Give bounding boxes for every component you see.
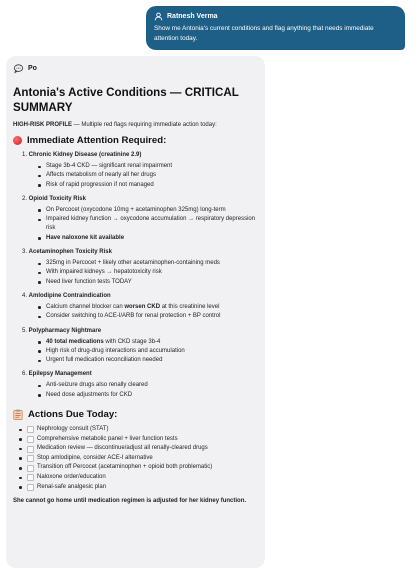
risk-profile-text: — Multiple red flags requiring immediate action today:	[72, 122, 217, 128]
list-item: Urgent full medication reconciliation needed	[46, 356, 258, 365]
condition-title	[22, 152, 258, 158]
actions-heading	[13, 409, 258, 420]
condition-bullets	[22, 303, 258, 322]
list-item: Risk of rapid progression if not managed	[46, 181, 258, 190]
condition-title	[22, 371, 258, 377]
action-item	[27, 454, 258, 464]
action-text: Transition off Percocet (acetaminophen + opioid both problematic)	[37, 464, 213, 471]
actions-list	[13, 425, 258, 492]
checkbox-icon[interactable]	[27, 474, 34, 481]
action-item	[27, 425, 258, 435]
user-message-text: Show me Antonia's current conditions and flag anything that needs immediate attention today.	[154, 25, 374, 42]
condition-number: 6.	[22, 371, 29, 378]
condition-bullets	[22, 381, 258, 400]
action-text: Nephrology consult (STAT)	[37, 426, 109, 433]
risk-profile-line	[13, 122, 258, 128]
list-item: With impaired kidneys → hepatotoxicity risk	[46, 268, 258, 277]
condition-title-text: Acetaminophen Toxicity Risk	[28, 249, 112, 256]
list-item: Need liver function tests TODAY	[46, 278, 258, 287]
list-item: Impaired kidney function → oxycodone accumulation → respiratory depression risk	[46, 215, 258, 234]
condition-title	[22, 328, 258, 334]
person-icon	[154, 12, 163, 21]
condition-section	[22, 249, 258, 287]
condition-bullets	[22, 338, 258, 366]
list-item: Stage 3b-4 CKD — significant renal impairment	[46, 162, 258, 171]
list-item: Affects metabolism of nearly all her drugs	[46, 171, 258, 180]
list-item: 325mg in Percocet + likely other acetaminophen-containing meds	[46, 259, 258, 268]
actions-label: Actions Due Today:	[28, 409, 118, 421]
condition-bullets	[22, 162, 258, 190]
action-item	[27, 483, 258, 493]
condition-number: 3.	[22, 249, 29, 256]
condition-title	[22, 293, 258, 299]
condition-number: 1.	[22, 152, 29, 158]
condition-section	[22, 328, 258, 366]
checkbox-icon[interactable]	[27, 426, 34, 433]
checkbox-icon[interactable]	[27, 446, 34, 453]
summary-title: Antonia's Active Conditions — CRITICAL SUMMARY	[13, 86, 239, 114]
immediate-attention-heading	[13, 135, 258, 146]
action-text: Stop amlodipine, consider ACE-I alternative	[37, 454, 153, 461]
user-name: Ratnesh Verma	[167, 13, 218, 20]
condition-title	[22, 196, 258, 202]
condition-section	[22, 293, 258, 322]
condition-section	[22, 371, 258, 400]
list-item: Calcium channel blocker can worsen CKD at this creatinine level	[46, 303, 258, 312]
discharge-note: She cannot go home until medication regimen is adjusted for her kidney function.	[13, 498, 247, 505]
list-item: Anti-seizure drugs also renally cleared	[46, 381, 258, 390]
condition-number: 4.	[22, 292, 29, 299]
action-item	[27, 435, 258, 445]
immediate-attention-label: Immediate Attention Required:	[27, 135, 167, 146]
assistant-header	[13, 63, 258, 74]
action-item	[27, 473, 258, 483]
condition-bullets	[22, 206, 258, 243]
user-message-header	[154, 12, 397, 21]
user-message-bubble	[146, 6, 405, 50]
action-text: Naloxone order/education	[37, 474, 106, 481]
condition-title-text: Chronic Kidney Disease (creatinine 2.9)	[28, 152, 142, 158]
action-text: Renal-safe analgesic plan	[37, 483, 107, 490]
checkbox-icon[interactable]	[27, 455, 34, 462]
condition-section	[22, 152, 258, 190]
action-item	[27, 444, 258, 454]
assistant-message-card	[6, 56, 265, 568]
list-item: On Percocet (oxycodone 10mg + acetaminophen 325mg) long-term	[46, 206, 258, 215]
assistant-name: Po	[28, 65, 37, 72]
list-item: Have naloxone kit available	[46, 234, 258, 243]
condition-title-text: Polypharmacy Nightmare	[28, 327, 102, 334]
red-circle-icon	[13, 136, 22, 145]
risk-profile-label: HIGH-RISK PROFILE	[13, 122, 73, 128]
chat-bubble-icon	[13, 63, 24, 74]
condition-title	[22, 249, 258, 255]
condition-section	[22, 196, 258, 243]
condition-number: 5.	[22, 327, 29, 334]
checkbox-icon[interactable]	[27, 436, 34, 443]
condition-title-text: Opioid Toxicity Risk	[28, 195, 86, 202]
condition-number: 2.	[22, 195, 29, 202]
condition-title-text: Epilepsy Management	[28, 371, 92, 378]
checkbox-icon[interactable]	[27, 465, 34, 472]
list-item: 40 total medications with CKD stage 3b-4	[46, 338, 258, 347]
action-item	[27, 463, 258, 473]
checkbox-icon[interactable]	[27, 484, 34, 491]
list-item: Need dose adjustments for CKD	[46, 391, 258, 400]
list-item: High risk of drug-drug interactions and accumulation	[46, 347, 258, 356]
condition-bullets	[22, 259, 258, 287]
conditions-list	[13, 152, 258, 400]
action-text: Comprehensive metabolic panel + liver function tests	[37, 435, 178, 442]
action-text: Medication review — discontinue/adjust all renally-cleared drugs	[37, 445, 208, 452]
condition-title-text: Amlodipine Contraindication	[28, 292, 111, 299]
clipboard-icon	[13, 409, 23, 420]
list-item: Consider switching to ACE-I/ARB for renal protection + BP control	[46, 312, 258, 321]
